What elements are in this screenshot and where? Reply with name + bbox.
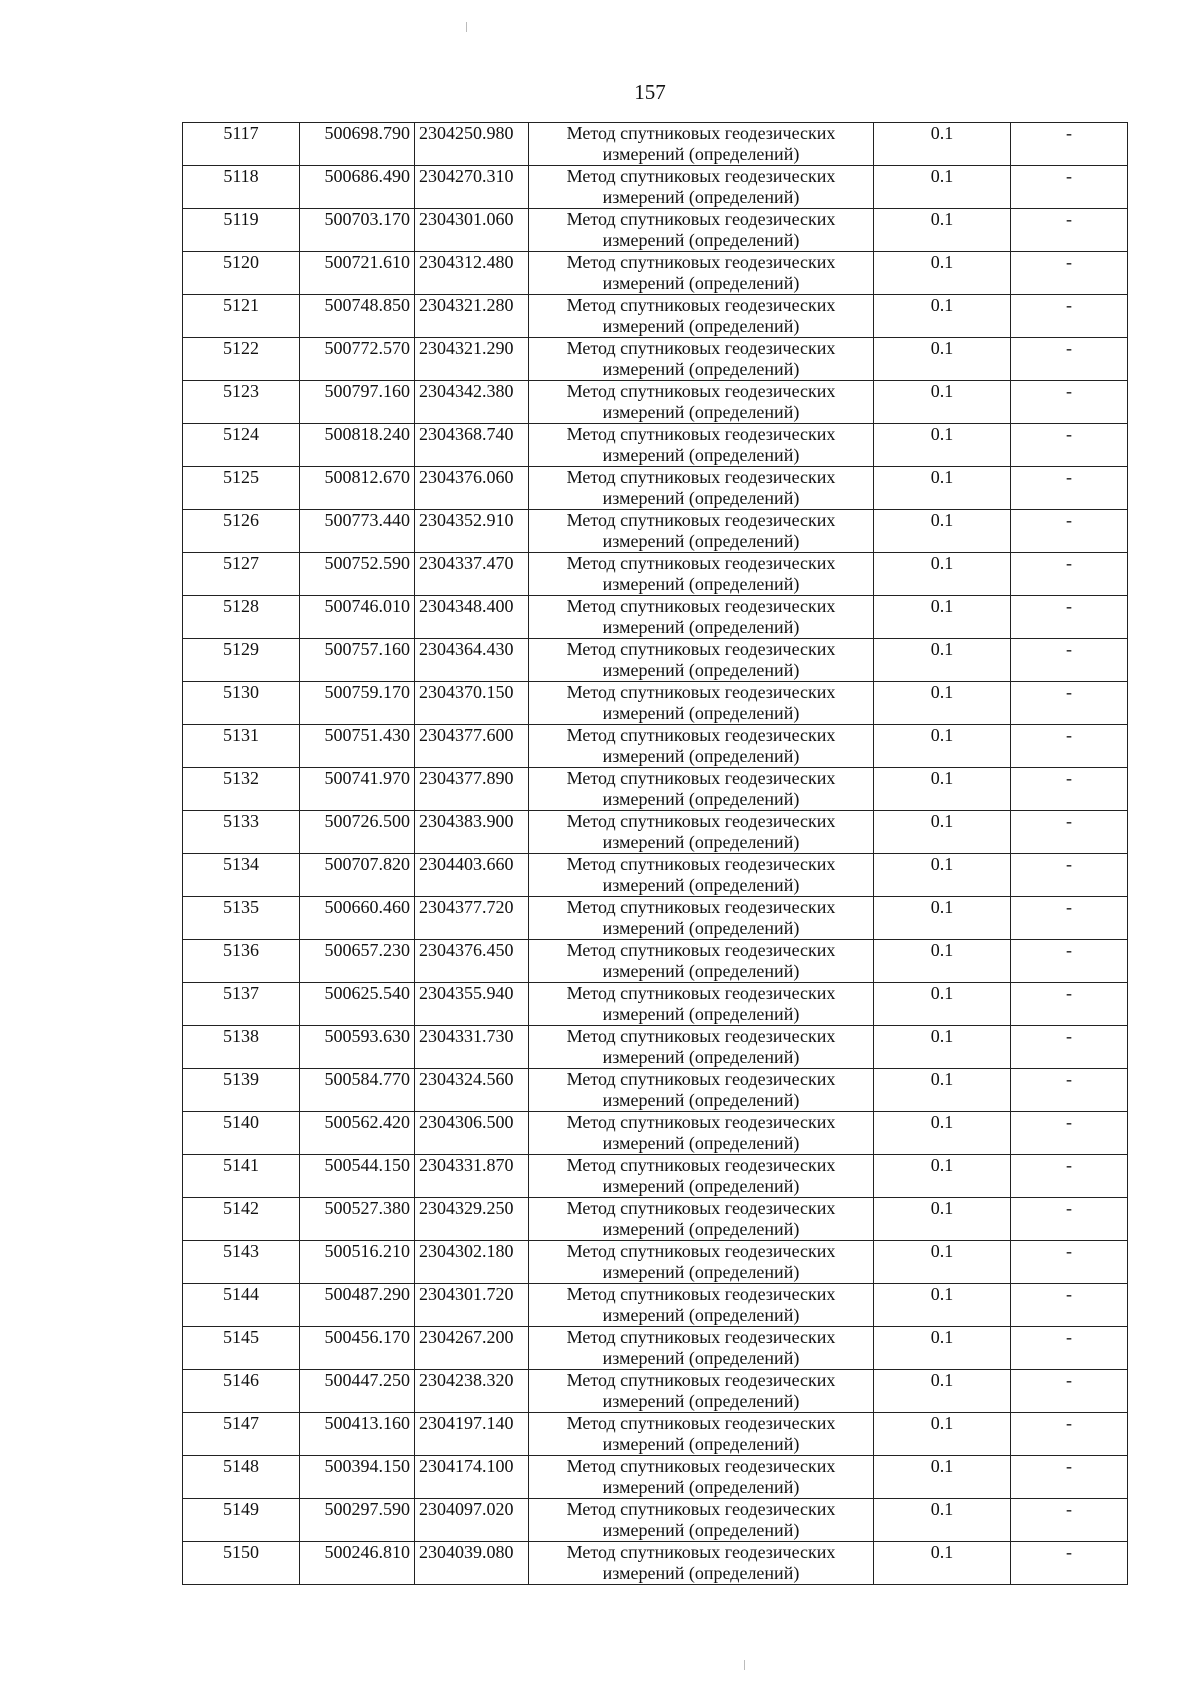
method-cell: Метод спутниковых геодезических измерений (определений)	[529, 252, 874, 295]
method-cell: Метод спутниковых геодезических измерений (определений)	[529, 1198, 874, 1241]
point-number-cell: 5125	[183, 467, 300, 510]
method-cell: Метод спутниковых геодезических измерений (определений)	[529, 940, 874, 983]
x-coordinate-cell: 500657.230	[300, 940, 415, 983]
x-coordinate-cell: 500413.160	[300, 1413, 415, 1456]
method-cell: Метод спутниковых геодезических измерений (определений)	[529, 467, 874, 510]
accuracy-cell: 0.1	[874, 209, 1011, 252]
x-coordinate-cell: 500741.970	[300, 768, 415, 811]
description-cell: -	[1011, 1370, 1128, 1413]
table-row	[183, 1241, 1128, 1284]
point-number-cell: 5142	[183, 1198, 300, 1241]
y-coordinate-cell: 2304348.400	[415, 596, 529, 639]
point-number-cell: 5146	[183, 1370, 300, 1413]
table-row	[183, 897, 1128, 940]
table-row	[183, 123, 1128, 166]
table-row	[183, 725, 1128, 768]
description-cell: -	[1011, 1499, 1128, 1542]
description-cell: -	[1011, 596, 1128, 639]
description-cell: -	[1011, 725, 1128, 768]
method-cell: Метод спутниковых геодезических измерений (определений)	[529, 596, 874, 639]
coordinates-table	[182, 122, 1128, 1585]
table-row	[183, 295, 1128, 338]
method-cell: Метод спутниковых геодезических измерений (определений)	[529, 209, 874, 252]
x-coordinate-cell: 500707.820	[300, 854, 415, 897]
table-row	[183, 768, 1128, 811]
table-row	[183, 1026, 1128, 1069]
y-coordinate-cell: 2304377.600	[415, 725, 529, 768]
table-row	[183, 1155, 1128, 1198]
x-coordinate-cell: 500698.790	[300, 123, 415, 166]
x-coordinate-cell: 500625.540	[300, 983, 415, 1026]
method-cell: Метод спутниковых геодезических измерений (определений)	[529, 424, 874, 467]
method-cell: Метод спутниковых геодезических измерений (определений)	[529, 1026, 874, 1069]
y-coordinate-cell: 2304403.660	[415, 854, 529, 897]
point-number-cell: 5140	[183, 1112, 300, 1155]
description-cell: -	[1011, 424, 1128, 467]
description-cell: -	[1011, 295, 1128, 338]
x-coordinate-cell: 500757.160	[300, 639, 415, 682]
description-cell: -	[1011, 1413, 1128, 1456]
table-row	[183, 854, 1128, 897]
x-coordinate-cell: 500726.500	[300, 811, 415, 854]
method-cell: Метод спутниковых геодезических измерений (определений)	[529, 1370, 874, 1413]
table-row	[183, 1370, 1128, 1413]
method-cell: Метод спутниковых геодезических измерений (определений)	[529, 1456, 874, 1499]
description-cell: -	[1011, 1198, 1128, 1241]
y-coordinate-cell: 2304370.150	[415, 682, 529, 725]
method-cell: Метод спутниковых геодезических измерений (определений)	[529, 295, 874, 338]
accuracy-cell: 0.1	[874, 1499, 1011, 1542]
y-coordinate-cell: 2304329.250	[415, 1198, 529, 1241]
table-row	[183, 553, 1128, 596]
table-row	[183, 252, 1128, 295]
method-cell: Метод спутниковых геодезических измерений (определений)	[529, 1413, 874, 1456]
point-number-cell: 5127	[183, 553, 300, 596]
point-number-cell: 5123	[183, 381, 300, 424]
point-number-cell: 5147	[183, 1413, 300, 1456]
accuracy-cell: 0.1	[874, 1155, 1011, 1198]
method-cell: Метод спутниковых геодезических измерений (определений)	[529, 1112, 874, 1155]
x-coordinate-cell: 500772.570	[300, 338, 415, 381]
accuracy-cell: 0.1	[874, 252, 1011, 295]
scan-artifact-mark	[466, 22, 467, 32]
point-number-cell: 5148	[183, 1456, 300, 1499]
x-coordinate-cell: 500721.610	[300, 252, 415, 295]
method-cell: Метод спутниковых геодезических измерений (определений)	[529, 1542, 874, 1585]
point-number-cell: 5130	[183, 682, 300, 725]
table-row	[183, 467, 1128, 510]
table-row	[183, 639, 1128, 682]
point-number-cell: 5149	[183, 1499, 300, 1542]
accuracy-cell: 0.1	[874, 682, 1011, 725]
accuracy-cell: 0.1	[874, 768, 1011, 811]
accuracy-cell: 0.1	[874, 123, 1011, 166]
description-cell: -	[1011, 1112, 1128, 1155]
method-cell: Метод спутниковых геодезических измерений (определений)	[529, 1241, 874, 1284]
x-coordinate-cell: 500544.150	[300, 1155, 415, 1198]
point-number-cell: 5136	[183, 940, 300, 983]
x-coordinate-cell: 500748.850	[300, 295, 415, 338]
accuracy-cell: 0.1	[874, 940, 1011, 983]
table-row	[183, 1069, 1128, 1112]
method-cell: Метод спутниковых геодезических измерений (определений)	[529, 725, 874, 768]
accuracy-cell: 0.1	[874, 166, 1011, 209]
x-coordinate-cell: 500752.590	[300, 553, 415, 596]
point-number-cell: 5133	[183, 811, 300, 854]
y-coordinate-cell: 2304342.380	[415, 381, 529, 424]
description-cell: -	[1011, 811, 1128, 854]
accuracy-cell: 0.1	[874, 811, 1011, 854]
point-number-cell: 5126	[183, 510, 300, 553]
method-cell: Метод спутниковых геодезических измерений (определений)	[529, 338, 874, 381]
description-cell: -	[1011, 209, 1128, 252]
table-row	[183, 1456, 1128, 1499]
x-coordinate-cell: 500394.150	[300, 1456, 415, 1499]
accuracy-cell: 0.1	[874, 596, 1011, 639]
table-row	[183, 510, 1128, 553]
point-number-cell: 5118	[183, 166, 300, 209]
description-cell: -	[1011, 682, 1128, 725]
x-coordinate-cell: 500773.440	[300, 510, 415, 553]
description-cell: -	[1011, 123, 1128, 166]
y-coordinate-cell: 2304174.100	[415, 1456, 529, 1499]
y-coordinate-cell: 2304331.870	[415, 1155, 529, 1198]
description-cell: -	[1011, 1069, 1128, 1112]
y-coordinate-cell: 2304039.080	[415, 1542, 529, 1585]
point-number-cell: 5121	[183, 295, 300, 338]
accuracy-cell: 0.1	[874, 1542, 1011, 1585]
point-number-cell: 5141	[183, 1155, 300, 1198]
x-coordinate-cell: 500703.170	[300, 209, 415, 252]
description-cell: -	[1011, 1284, 1128, 1327]
y-coordinate-cell: 2304197.140	[415, 1413, 529, 1456]
description-cell: -	[1011, 1155, 1128, 1198]
x-coordinate-cell: 500812.670	[300, 467, 415, 510]
table-row	[183, 596, 1128, 639]
accuracy-cell: 0.1	[874, 1241, 1011, 1284]
y-coordinate-cell: 2304337.470	[415, 553, 529, 596]
accuracy-cell: 0.1	[874, 467, 1011, 510]
description-cell: -	[1011, 854, 1128, 897]
accuracy-cell: 0.1	[874, 1198, 1011, 1241]
table-row	[183, 424, 1128, 467]
y-coordinate-cell: 2304306.500	[415, 1112, 529, 1155]
x-coordinate-cell: 500456.170	[300, 1327, 415, 1370]
y-coordinate-cell: 2304267.200	[415, 1327, 529, 1370]
table-row	[183, 1112, 1128, 1155]
table-row	[183, 166, 1128, 209]
x-coordinate-cell: 500562.420	[300, 1112, 415, 1155]
table-row	[183, 381, 1128, 424]
x-coordinate-cell: 500818.240	[300, 424, 415, 467]
y-coordinate-cell: 2304301.720	[415, 1284, 529, 1327]
accuracy-cell: 0.1	[874, 338, 1011, 381]
y-coordinate-cell: 2304376.060	[415, 467, 529, 510]
accuracy-cell: 0.1	[874, 1413, 1011, 1456]
y-coordinate-cell: 2304377.720	[415, 897, 529, 940]
description-cell: -	[1011, 467, 1128, 510]
description-cell: -	[1011, 1026, 1128, 1069]
table-row	[183, 1413, 1128, 1456]
accuracy-cell: 0.1	[874, 295, 1011, 338]
y-coordinate-cell: 2304312.480	[415, 252, 529, 295]
method-cell: Метод спутниковых геодезических измерений (определений)	[529, 811, 874, 854]
point-number-cell: 5145	[183, 1327, 300, 1370]
x-coordinate-cell: 500527.380	[300, 1198, 415, 1241]
description-cell: -	[1011, 252, 1128, 295]
description-cell: -	[1011, 639, 1128, 682]
method-cell: Метод спутниковых геодезических измерений (определений)	[529, 1499, 874, 1542]
y-coordinate-cell: 2304355.940	[415, 983, 529, 1026]
point-number-cell: 5150	[183, 1542, 300, 1585]
point-number-cell: 5119	[183, 209, 300, 252]
y-coordinate-cell: 2304383.900	[415, 811, 529, 854]
point-number-cell: 5120	[183, 252, 300, 295]
method-cell: Метод спутниковых геодезических измерений (определений)	[529, 381, 874, 424]
y-coordinate-cell: 2304097.020	[415, 1499, 529, 1542]
point-number-cell: 5144	[183, 1284, 300, 1327]
point-number-cell: 5139	[183, 1069, 300, 1112]
x-coordinate-cell: 500751.430	[300, 725, 415, 768]
y-coordinate-cell: 2304376.450	[415, 940, 529, 983]
table-row	[183, 1284, 1128, 1327]
point-number-cell: 5129	[183, 639, 300, 682]
description-cell: -	[1011, 1327, 1128, 1370]
accuracy-cell: 0.1	[874, 381, 1011, 424]
accuracy-cell: 0.1	[874, 510, 1011, 553]
description-cell: -	[1011, 338, 1128, 381]
table-row	[183, 940, 1128, 983]
x-coordinate-cell: 500246.810	[300, 1542, 415, 1585]
x-coordinate-cell: 500593.630	[300, 1026, 415, 1069]
table-row	[183, 682, 1128, 725]
accuracy-cell: 0.1	[874, 854, 1011, 897]
x-coordinate-cell: 500759.170	[300, 682, 415, 725]
accuracy-cell: 0.1	[874, 1456, 1011, 1499]
y-coordinate-cell: 2304321.280	[415, 295, 529, 338]
description-cell: -	[1011, 381, 1128, 424]
point-number-cell: 5122	[183, 338, 300, 381]
y-coordinate-cell: 2304352.910	[415, 510, 529, 553]
point-number-cell: 5131	[183, 725, 300, 768]
y-coordinate-cell: 2304377.890	[415, 768, 529, 811]
page-number: 157	[634, 80, 666, 104]
table-row	[183, 983, 1128, 1026]
table-row	[183, 811, 1128, 854]
description-cell: -	[1011, 940, 1128, 983]
y-coordinate-cell: 2304364.430	[415, 639, 529, 682]
accuracy-cell: 0.1	[874, 897, 1011, 940]
method-cell: Метод спутниковых геодезических измерений (определений)	[529, 854, 874, 897]
point-number-cell: 5132	[183, 768, 300, 811]
x-coordinate-cell: 500487.290	[300, 1284, 415, 1327]
y-coordinate-cell: 2304368.740	[415, 424, 529, 467]
y-coordinate-cell: 2304270.310	[415, 166, 529, 209]
accuracy-cell: 0.1	[874, 1112, 1011, 1155]
y-coordinate-cell: 2304238.320	[415, 1370, 529, 1413]
method-cell: Метод спутниковых геодезических измерений (определений)	[529, 1069, 874, 1112]
method-cell: Метод спутниковых геодезических измерений (определений)	[529, 682, 874, 725]
point-number-cell: 5134	[183, 854, 300, 897]
accuracy-cell: 0.1	[874, 1327, 1011, 1370]
x-coordinate-cell: 500516.210	[300, 1241, 415, 1284]
method-cell: Метод спутниковых геодезических измерений (определений)	[529, 639, 874, 682]
method-cell: Метод спутниковых геодезических измерений (определений)	[529, 510, 874, 553]
method-cell: Метод спутниковых геодезических измерений (определений)	[529, 768, 874, 811]
method-cell: Метод спутниковых геодезических измерений (определений)	[529, 1327, 874, 1370]
y-coordinate-cell: 2304302.180	[415, 1241, 529, 1284]
method-cell: Метод спутниковых геодезических измерений (определений)	[529, 553, 874, 596]
point-number-cell: 5135	[183, 897, 300, 940]
point-number-cell: 5137	[183, 983, 300, 1026]
method-cell: Метод спутниковых геодезических измерений (определений)	[529, 1155, 874, 1198]
table-row	[183, 1499, 1128, 1542]
table-row	[183, 1327, 1128, 1370]
accuracy-cell: 0.1	[874, 983, 1011, 1026]
description-cell: -	[1011, 166, 1128, 209]
scan-artifact-mark	[744, 1660, 745, 1670]
y-coordinate-cell: 2304331.730	[415, 1026, 529, 1069]
table-row	[183, 338, 1128, 381]
x-coordinate-cell: 500584.770	[300, 1069, 415, 1112]
accuracy-cell: 0.1	[874, 424, 1011, 467]
table-row	[183, 1542, 1128, 1585]
table-row	[183, 1198, 1128, 1241]
point-number-cell: 5124	[183, 424, 300, 467]
y-coordinate-cell: 2304324.560	[415, 1069, 529, 1112]
method-cell: Метод спутниковых геодезических измерений (определений)	[529, 983, 874, 1026]
description-cell: -	[1011, 1542, 1128, 1585]
method-cell: Метод спутниковых геодезических измерений (определений)	[529, 123, 874, 166]
accuracy-cell: 0.1	[874, 725, 1011, 768]
description-cell: -	[1011, 983, 1128, 1026]
method-cell: Метод спутниковых геодезических измерений (определений)	[529, 166, 874, 209]
accuracy-cell: 0.1	[874, 1026, 1011, 1069]
x-coordinate-cell: 500746.010	[300, 596, 415, 639]
description-cell: -	[1011, 553, 1128, 596]
y-coordinate-cell: 2304250.980	[415, 123, 529, 166]
x-coordinate-cell: 500297.590	[300, 1499, 415, 1542]
accuracy-cell: 0.1	[874, 553, 1011, 596]
x-coordinate-cell: 500686.490	[300, 166, 415, 209]
method-cell: Метод спутниковых геодезических измерений (определений)	[529, 1284, 874, 1327]
method-cell: Метод спутниковых геодезических измерений (определений)	[529, 897, 874, 940]
y-coordinate-cell: 2304321.290	[415, 338, 529, 381]
description-cell: -	[1011, 1241, 1128, 1284]
x-coordinate-cell: 500660.460	[300, 897, 415, 940]
description-cell: -	[1011, 510, 1128, 553]
description-cell: -	[1011, 1456, 1128, 1499]
x-coordinate-cell: 500447.250	[300, 1370, 415, 1413]
y-coordinate-cell: 2304301.060	[415, 209, 529, 252]
point-number-cell: 5128	[183, 596, 300, 639]
table-row	[183, 209, 1128, 252]
accuracy-cell: 0.1	[874, 1069, 1011, 1112]
point-number-cell: 5138	[183, 1026, 300, 1069]
description-cell: -	[1011, 768, 1128, 811]
coordinates-table-body	[183, 123, 1128, 1585]
accuracy-cell: 0.1	[874, 1370, 1011, 1413]
x-coordinate-cell: 500797.160	[300, 381, 415, 424]
point-number-cell: 5117	[183, 123, 300, 166]
accuracy-cell: 0.1	[874, 1284, 1011, 1327]
accuracy-cell: 0.1	[874, 639, 1011, 682]
point-number-cell: 5143	[183, 1241, 300, 1284]
description-cell: -	[1011, 897, 1128, 940]
